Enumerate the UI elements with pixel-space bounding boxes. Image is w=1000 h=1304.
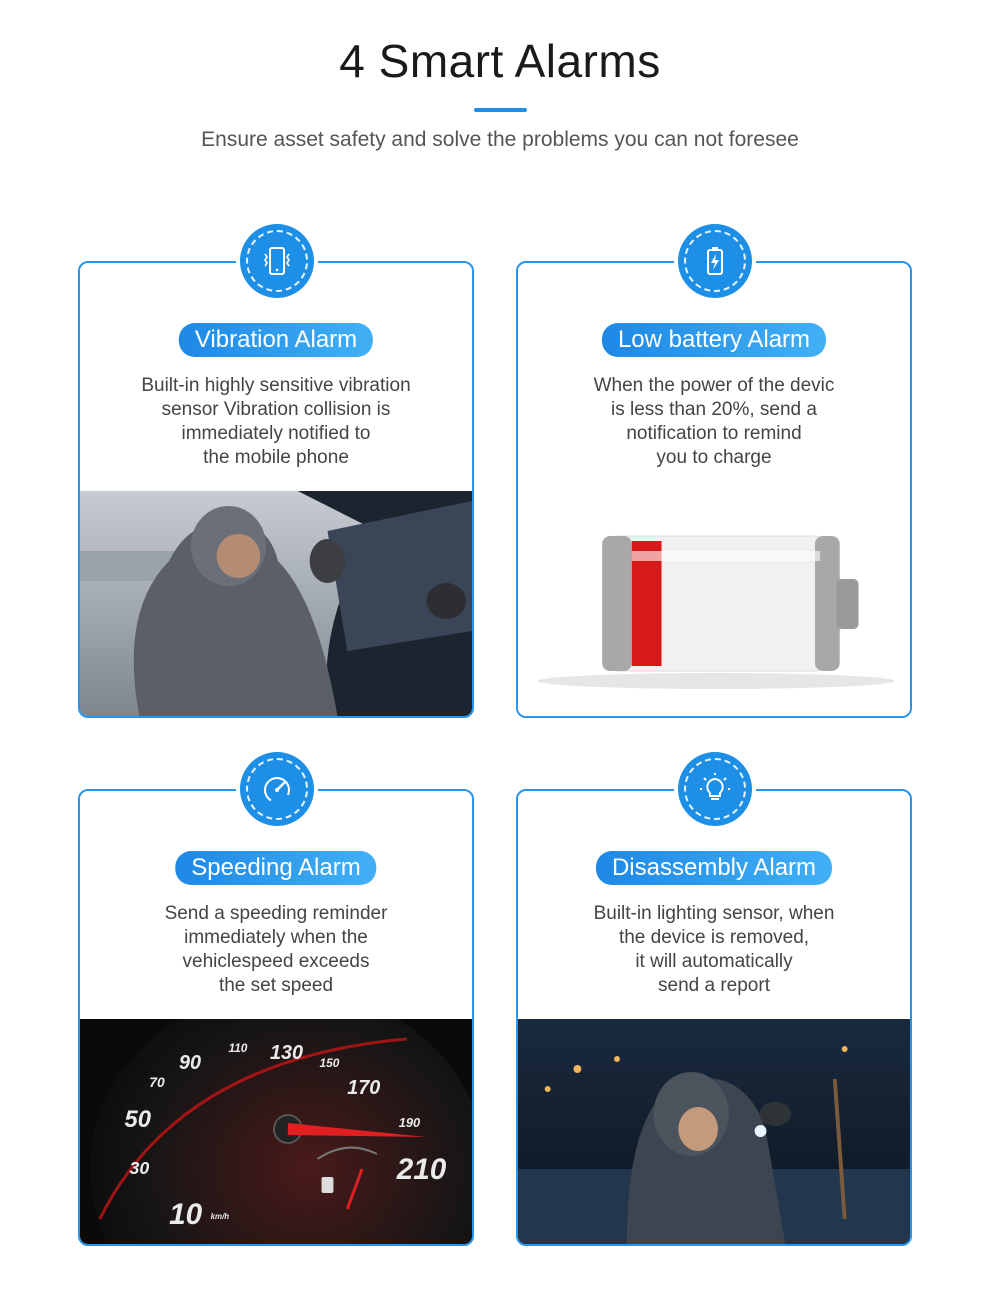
speed-tick-110: 110 bbox=[228, 1040, 248, 1056]
low-battery-image bbox=[518, 491, 910, 716]
vibration-alarm-label: Vibration Alarm bbox=[179, 323, 373, 357]
page-title: 4 Smart Alarms bbox=[339, 35, 661, 87]
phone-vibration-icon bbox=[240, 224, 314, 298]
speed-tick-30: 30 bbox=[129, 1157, 150, 1179]
thief-breaking-car-image bbox=[80, 491, 472, 716]
speeding-alarm-card bbox=[78, 789, 474, 1246]
speed-tick-50: 50 bbox=[124, 1105, 151, 1134]
speed-tick-90: 90 bbox=[178, 1051, 201, 1075]
vibration-alarm-description: Built-in highly sensitive vibration sensor Vibration collision is immediately notified to the mobile phone bbox=[141, 375, 411, 468]
speeding-alarm-label: Speeding Alarm bbox=[175, 851, 376, 885]
low-battery-alarm-card bbox=[516, 261, 912, 718]
speed-tick-70: 70 bbox=[149, 1073, 165, 1091]
speed-tick-130: 130 bbox=[270, 1041, 304, 1065]
title-underline bbox=[474, 108, 527, 112]
speed-tick-150: 150 bbox=[319, 1055, 340, 1071]
disassembly-alarm-description: Built-in lighting sensor, when the device is removed, it will automatically send a report bbox=[593, 903, 835, 996]
disassembly-alarm-card bbox=[516, 789, 912, 1246]
speeding-alarm-description: Send a speeding reminder immediately when the vehiclespeed exceeds the set speed bbox=[164, 903, 388, 996]
speed-tick-190: 190 bbox=[398, 1114, 421, 1131]
vibration-alarm-card bbox=[78, 261, 474, 718]
page-subtitle: Ensure asset safety and solve the problems you can not foresee bbox=[201, 128, 799, 151]
speed-tick-170: 170 bbox=[347, 1076, 381, 1100]
light-bulb-icon bbox=[678, 752, 752, 826]
low-battery-alarm-label: Low battery Alarm bbox=[602, 323, 826, 357]
speedometer-image bbox=[80, 1019, 472, 1244]
low-battery-alarm-description: When the power of the devic is less than 20%, send a notification to remind you to charge bbox=[593, 375, 835, 468]
speedometer-icon bbox=[240, 752, 314, 826]
battery-charge-icon bbox=[678, 224, 752, 298]
disassembly-alarm-label: Disassembly Alarm bbox=[596, 851, 832, 885]
speed-tick-210: 210 bbox=[396, 1152, 447, 1187]
speed-unit: km/h bbox=[210, 1211, 230, 1222]
thief-with-flashlight-image bbox=[518, 1019, 910, 1244]
speed-tick-10: 10 bbox=[169, 1197, 203, 1232]
